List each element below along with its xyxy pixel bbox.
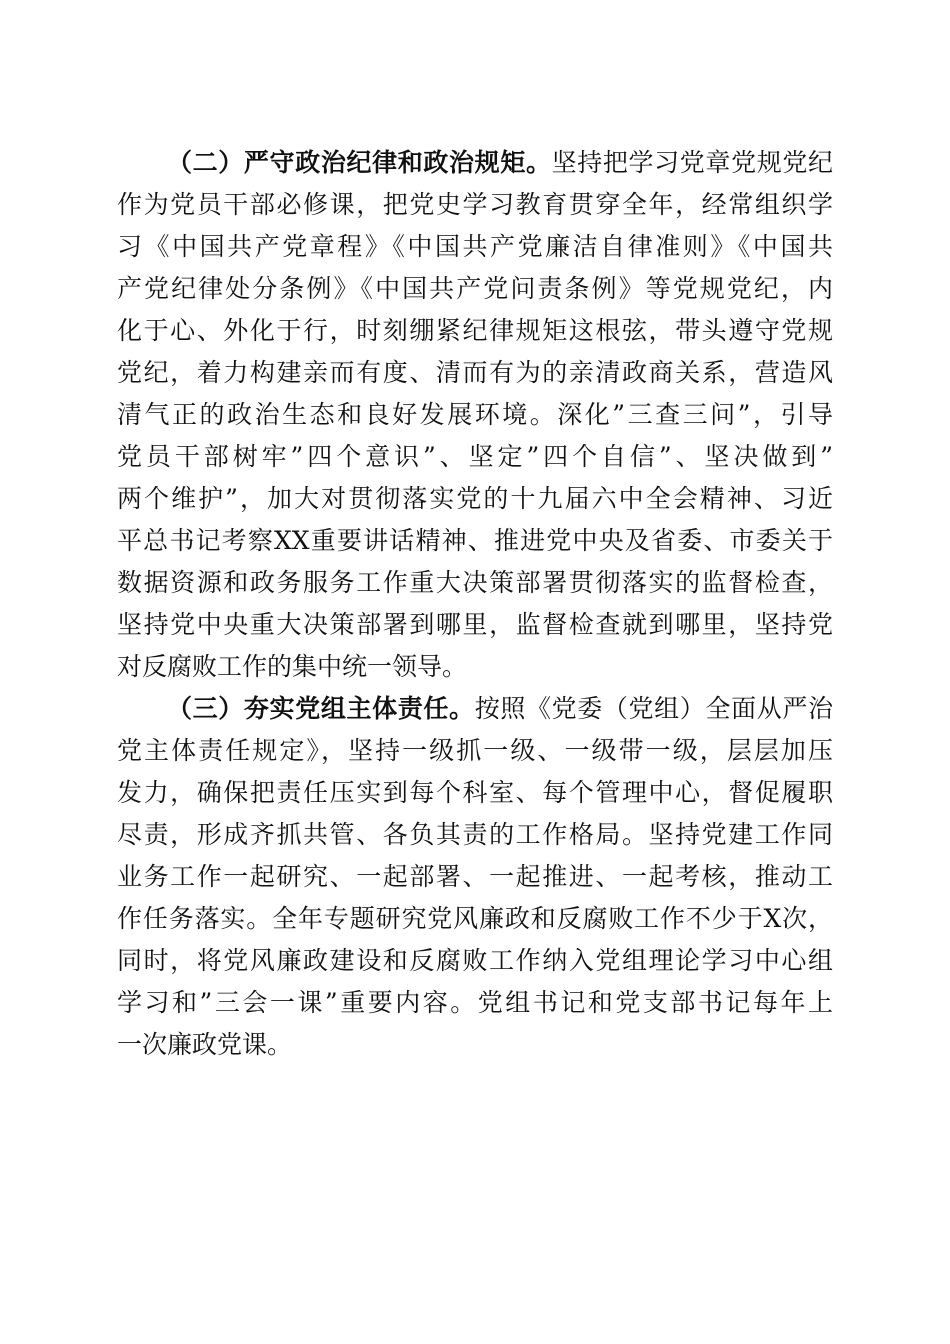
text-line: 习《中国共产党章程》《中国共产党廉洁自律准则》《中国共 [117, 232, 833, 261]
text-line: 同时，将党风廉政建设和反腐败工作纳入党组理论学习中心组 [117, 946, 833, 975]
text-line: 党员干部树牢”四个意识”、坚定”四个自信”、坚决做到” [117, 442, 833, 471]
text-line: 发力，确保把责任压实到每个科室、每个管理中心，督促履职 [117, 778, 833, 807]
text-run: 坚持把学习党章党规党纪 [551, 148, 833, 177]
text-line: 党主体责任规定》，坚持一级抓一级、一级带一级，层层加压 [117, 736, 833, 765]
text-line: 尽责，形成齐抓共管、各负其责的工作格局。坚持党建工作同 [117, 820, 833, 849]
text-line: 坚持党中央重大决策部署到哪里，监督检查就到哪里，坚持党 [117, 610, 833, 639]
text-line: 数据资源和政务服务工作重大决策部署贯彻落实的监督检查， [117, 568, 833, 597]
text-line: 产党纪律处分条例》《中国共产党问责条例》等党规党纪，内 [117, 274, 833, 303]
text-line: 学习和”三会一课”重要内容。党组书记和党支部书记每年上 [117, 988, 833, 1017]
paragraph-party-responsibility [117, 688, 833, 1066]
text-line: 一次廉政党课。 [117, 1030, 293, 1059]
text-line: 平总书记考察XX重要讲话精神、推进党中央及省委、市委关于 [117, 526, 833, 555]
paragraph-heading: （三）夯实党组主体责任。 [167, 694, 475, 723]
text-line: 作任务落实。全年专题研究党风廉政和反腐败工作不少于X次， [117, 904, 833, 933]
text-line: 作为党员干部必修课，把党史学习教育贯穿全年，经常组织学 [117, 190, 833, 219]
document-body [117, 142, 833, 1066]
text-run: 按照《党委（党组）全面从严治 [474, 694, 834, 723]
text-line [117, 688, 833, 730]
text-line [117, 142, 833, 184]
text-line: 对反腐败工作的集中统一领导。 [117, 652, 468, 681]
text-line: 业务工作一起研究、一起部署、一起推进、一起考核，推动工 [117, 862, 833, 891]
text-line: 两个维护”，加大对贯彻落实党的十九届六中全会精神、习近 [117, 484, 833, 513]
text-line: 党纪，着力构建亲而有度、清而有为的亲清政商关系，营造风 [117, 358, 833, 387]
text-line: 清气正的政治生态和良好发展环境。深化”三查三问”，引导 [117, 400, 833, 429]
text-line: 化于心、外化于行，时刻绷紧纪律规矩这根弦，带头遵守党规 [117, 316, 833, 345]
paragraph-heading: （二）严守政治纪律和政治规矩。 [167, 148, 552, 177]
paragraph-political-discipline [117, 142, 833, 688]
